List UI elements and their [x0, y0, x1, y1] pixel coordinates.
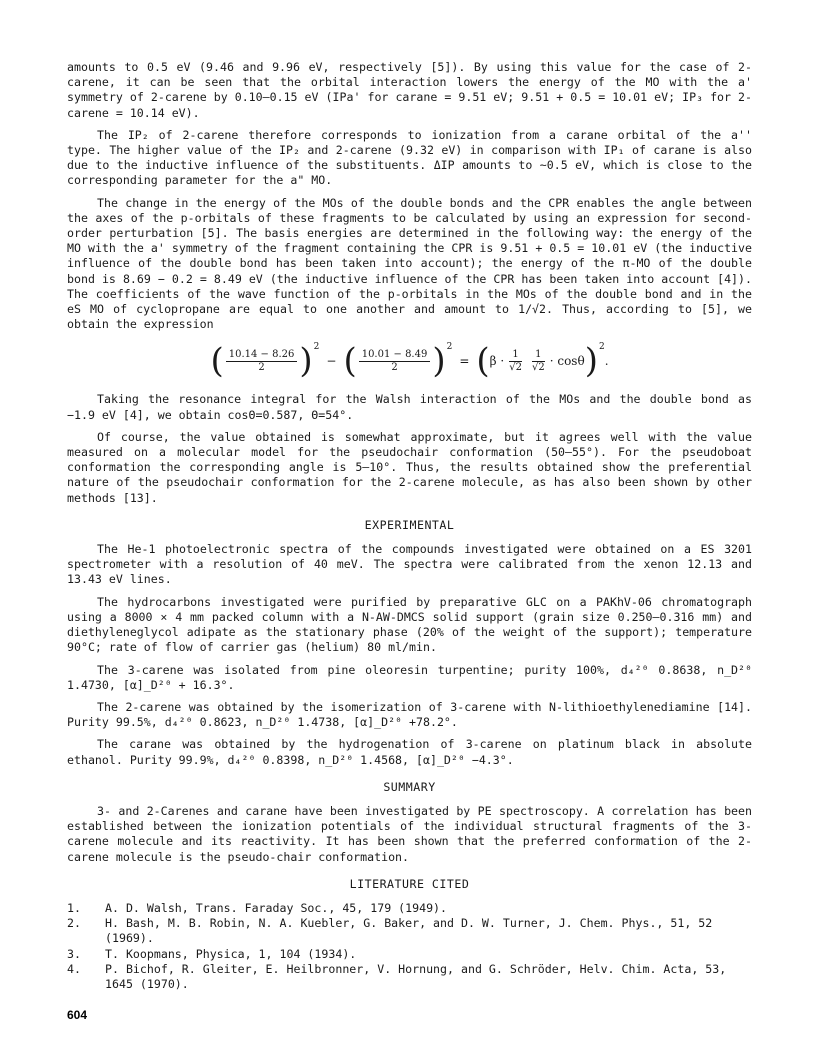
paren-close: )	[584, 341, 598, 382]
fraction-3-denominator: √2	[509, 361, 522, 373]
fraction-1-numerator: 10.14 − 8.26	[226, 349, 298, 362]
paragraph-resonance: Taking the resonance integral for the Walsh interaction of the MOs and the double bond as −1.9 eV [4], we obtain cosΘ=0.587, Θ=54°.	[67, 392, 752, 422]
fraction-4	[529, 349, 548, 374]
reference-number: 4.	[67, 961, 81, 976]
equation-period: .	[604, 353, 609, 368]
paragraph-summary: 3- and 2-Carenes and carane have been investigated by PE spectroscopy. A correlation has been established between the ionization potentials of the individual structural fragments of the 3-carene molecule and its reactivity. It has been shown that the preferred conformation of the 2-carene molecule is the pseudo-chair conformation.	[67, 803, 752, 864]
reference-text: A. D. Walsh, Trans. Faraday Soc., 45, 179 (1949).	[105, 900, 448, 915]
reference-number: 1.	[67, 900, 81, 915]
minus-sign: −	[326, 353, 337, 368]
exponent-1: 2	[313, 341, 320, 352]
paragraph-spectra: The He-1 photoelectronic spectra of the compounds investigated were obtained on a ES 3201 spectrometer with a resolution of 40 meV. The spectra were calibrated from the xenon 12.13 and 13.43 eV lines.	[67, 542, 752, 587]
reference-number: 3.	[67, 946, 81, 961]
reference-item	[67, 962, 752, 992]
paragraph-intro: amounts to 0.5 eV (9.46 and 9.96 eV, respectively [5]). By using this value for the case of 2-carene, it can be seen that the orbital interaction lowers the energy of the MO with the a' symmetry of 2-carene by 0.10–0.15 eV (IPa' for carane = 9.51 eV; 9.51 + 0.5 = 10.01 eV; IP₃ for 2-carene = 10.14 eV).	[67, 60, 752, 120]
exponent-2: 2	[446, 341, 453, 352]
paren-close: )	[432, 341, 446, 382]
equals-sign: =	[459, 353, 470, 368]
fraction-4-numerator: 1	[532, 349, 544, 362]
paren-open: (	[343, 341, 357, 382]
paren-close: )	[299, 341, 313, 382]
reference-list	[67, 901, 752, 992]
fraction-3	[506, 349, 525, 374]
paren-open: (	[210, 341, 224, 382]
reference-number: 2.	[67, 916, 81, 931]
reference-text: H. Bash, M. B. Robin, N. A. Kuebler, G. Baker, and D. W. Turner, J. Chem. Phys., 51, 52 (1969).	[105, 916, 713, 946]
heading-summary: SUMMARY	[383, 779, 436, 794]
paragraph-3-carene: The 3-carene was isolated from pine oleoresin turpentine; purity 100%, d₄²⁰ 0.8638, n_D²⁰ 1.4730, [α]_D²⁰ + 16.3°.	[67, 662, 752, 692]
cos-term: · cosθ	[549, 353, 585, 368]
fraction-1-denominator: 2	[258, 361, 265, 373]
beta-term: β ·	[489, 353, 505, 368]
fraction-3-numerator: 1	[509, 349, 521, 362]
reference-text: P. Bichof, R. Gleiter, E. Heilbronner, V. Hornung, and G. Schröder, Helv. Chim. Acta, 53, 1645 (1970).	[105, 961, 727, 991]
perturbation-equation	[67, 341, 752, 382]
exponent-3: 2	[598, 341, 605, 352]
fraction-2-numerator: 10.01 − 8.49	[359, 349, 431, 362]
fraction-1	[226, 349, 298, 374]
paragraph-perturbation: The change in the energy of the MOs of the double bonds and the CPR enables the angle between the axes of the p-orbitals of these fragments to be calculated by using an expression for second-order perturbation [5]. The basis energies are determined in the following way: the energy of the MO with the a' symmetry of the fragment containing the CPR is 9.51 + 0.5 = 10.01 eV (the inductive influence of the double bond has been taken into account); the energy of the π-MO of the double bond is 8.69 − 0.2 = 8.49 eV (the inductive influence of the CPR has been taken into account [4]). The coefficients of the wave function of the p-orbitals in the MOs of the double bond and in the eS MO of cyclopropane are equal to one another and amount to 1/√2. Thus, according to [5], we obtain the expression	[67, 195, 752, 332]
heading-literature: LITERATURE CITED	[349, 876, 470, 891]
heading-experimental: EXPERIMENTAL	[364, 517, 455, 532]
reference-item	[67, 901, 752, 916]
fraction-2	[359, 349, 431, 374]
paragraph-2-carene: The 2-carene was obtained by the isomerization of 3-carene with N-lithioethylenediamine [14]. Purity 99.5%, d₄²⁰ 0.8623, n_D²⁰ 1.4738, [α]_D²⁰ +78.2°.	[67, 699, 752, 730]
paren-open: (	[476, 341, 490, 382]
reference-text: T. Koopmans, Physica, 1, 104 (1934).	[105, 946, 357, 961]
paragraph-purification: The hydrocarbons investigated were purified by preparative GLC on a PAKhV-06 chromatograph using a 8000 × 4 mm packed column with a N-AW-DMCS solid support (grain size 0.250–0.316 mm) and diethyleneglycol adipate as the stationary phase (20% of the weight of the support); temperature 90°C; rate of flow of carrier gas (helium) 80 ml/min.	[67, 594, 752, 655]
page-body	[67, 60, 752, 992]
fraction-4-denominator: √2	[531, 361, 545, 373]
paragraph-conformation: Of course, the value obtained is somewhat approximate, but it agrees well with the value measured on a molecular model for the pseudochair conformation (50–55°). For the pseudoboat conformation the corresponding angle is 5–10°. Thus, the results obtained show the preferential nature of the pseudochair conformation for the 2-carene molecule, as has also been shown by other methods [13].	[67, 429, 752, 505]
reference-item	[67, 916, 752, 946]
page-number: 604	[67, 1008, 88, 1022]
paragraph-ip2: The IP₂ of 2-carene therefore corresponds to ionization from a carane orbital of the a'' type. The higher value of the IP₂ and 2-carene (9.32 eV) in comparison with IP₁ of carane is also due to the inductive influence of the substituents. ΔIP amounts to ~0.5 eV, which is close to the corresponding parameter for the a" MO.	[67, 127, 752, 188]
reference-item	[67, 947, 752, 962]
paragraph-carane: The carane was obtained by the hydrogenation of 3-carene on platinum black in absolute ethanol. Purity 99.9%, d₄²⁰ 0.8398, n_D²⁰ 1.4568, [α]_D²⁰ −4.3°.	[67, 737, 752, 767]
fraction-2-denominator: 2	[391, 361, 398, 373]
